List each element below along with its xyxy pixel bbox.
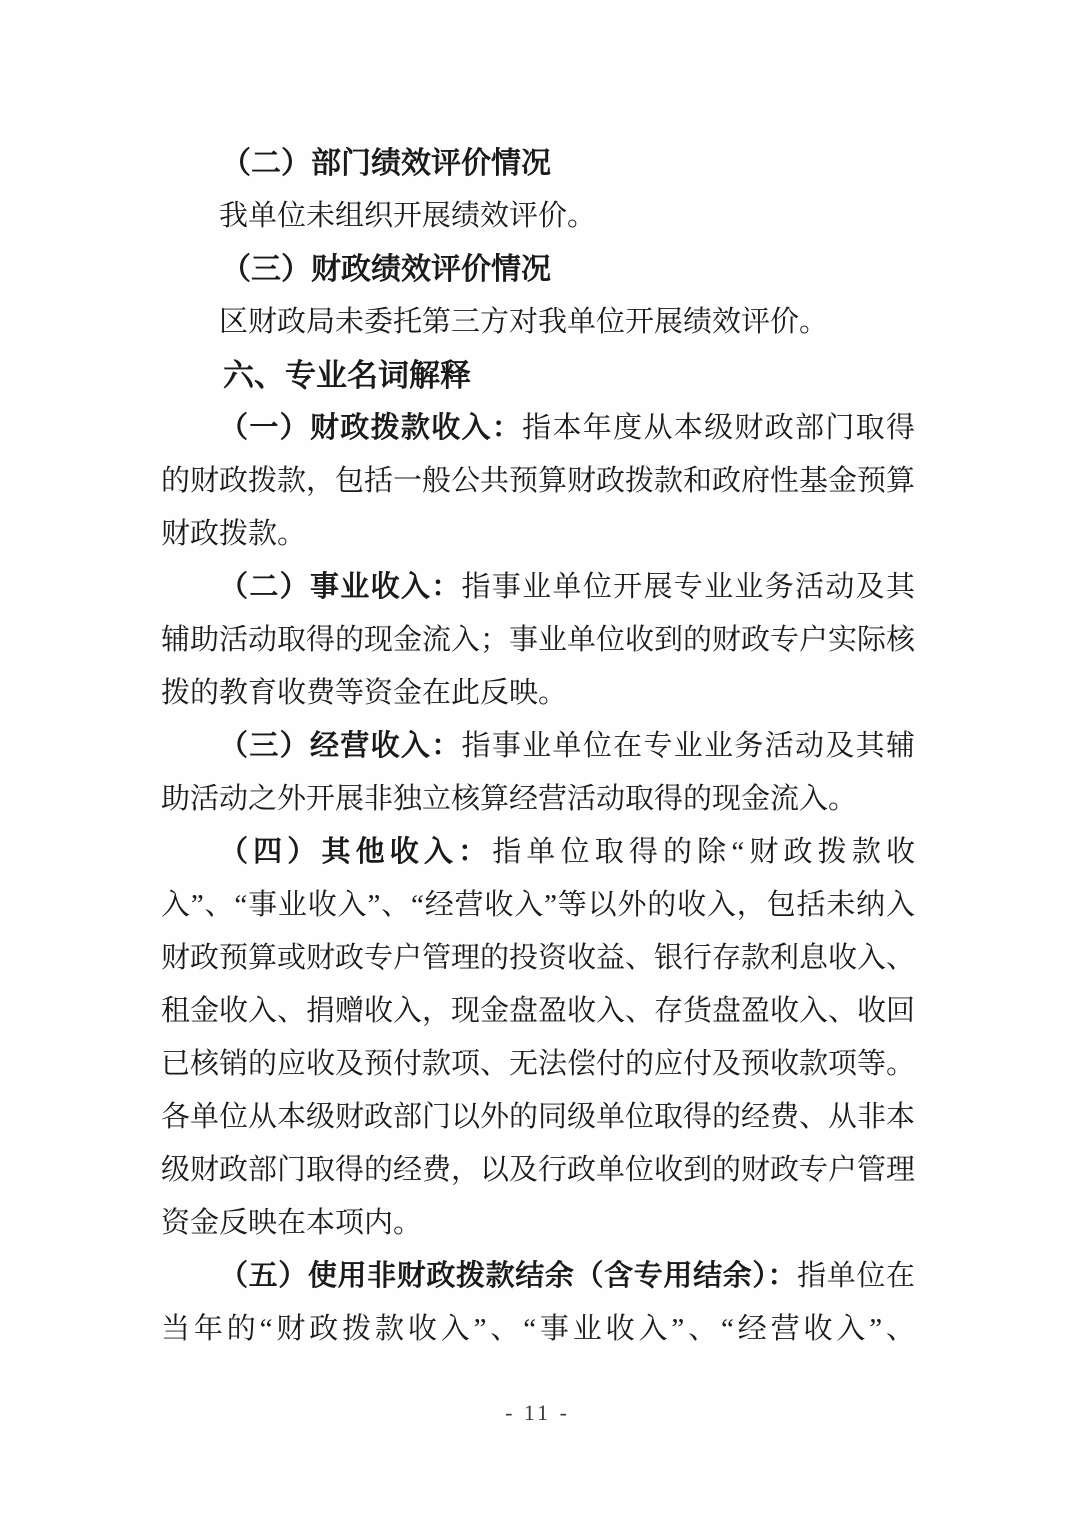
section-heading-terminology: 六、专业名词解释 — [223, 358, 471, 393]
page-number: - 11 - — [505, 1400, 570, 1425]
term-lead: （五）使用非财政拨款结余（含专用结余）： — [219, 1260, 798, 1292]
paragraph-text: 我单位未组织开展绩效评价。 — [219, 200, 597, 232]
subheading-fiscal-performance-evaluation: （三）财政绩效评价情况 — [221, 253, 551, 286]
term-lead: （三）经营收入： — [219, 730, 462, 762]
paragraph-text: 区财政局未委托第三方对我单位开展绩效评价。 — [219, 306, 829, 338]
term-definition: 指单位取得的除“财政拨款收入”、“事业收入”、“经营收入”等以外的收入，包括未纳入财政预算或财政专户管理的投资收益、银行存款利息收入、租金收入、捐赠收入，现金盘盈收入、存货盘盈收入、收回已核销的应收及预付款项、无法偿付的应付及预收款项等。各单位从本级财政部门以外的同级单位取得的经费、从非本级财政部门取得的经费，以及行政单位收到的财政专户管理资金反映在本项内。 — [161, 836, 916, 1239]
term-definition: 指事业单位在专业业务活动及其辅助活动之外开展非独立核算经营活动取得的现金流入。 — [161, 730, 915, 815]
term-lead: （二）事业收入： — [219, 571, 462, 603]
term-lead: （一）财政拨款收入： — [219, 412, 523, 444]
subheading-department-performance-evaluation: （二）部门绩效评价情况 — [221, 147, 551, 180]
paragraph-department-performance — [161, 190, 915, 243]
term-lead: （四）其他收入： — [219, 836, 493, 868]
paragraph-fiscal-performance — [161, 296, 915, 349]
paragraph-term-non-fiscal-balance — [161, 1250, 915, 1356]
paragraph-term-operating-income — [161, 561, 915, 720]
paragraph-term-fiscal-appropriation-income — [161, 402, 915, 561]
term-definition: 指本年度从本级财政部门取得的财政拨款，包括一般公共预算财政拨款和政府性基金预算财政拨款。 — [161, 412, 916, 550]
term-definition: 指单位在当年的“财政拨款收入”、“事业收入”、“经营收入”、 — [161, 1260, 915, 1345]
document-body — [161, 137, 915, 1356]
paragraph-term-other-income — [161, 826, 915, 1250]
term-definition: 指事业单位开展专业业务活动及其辅助活动取得的现金流入；事业单位收到的财政专户实际核拨的教育收费等资金在此反映。 — [161, 571, 916, 709]
paragraph-term-business-income — [161, 720, 915, 826]
